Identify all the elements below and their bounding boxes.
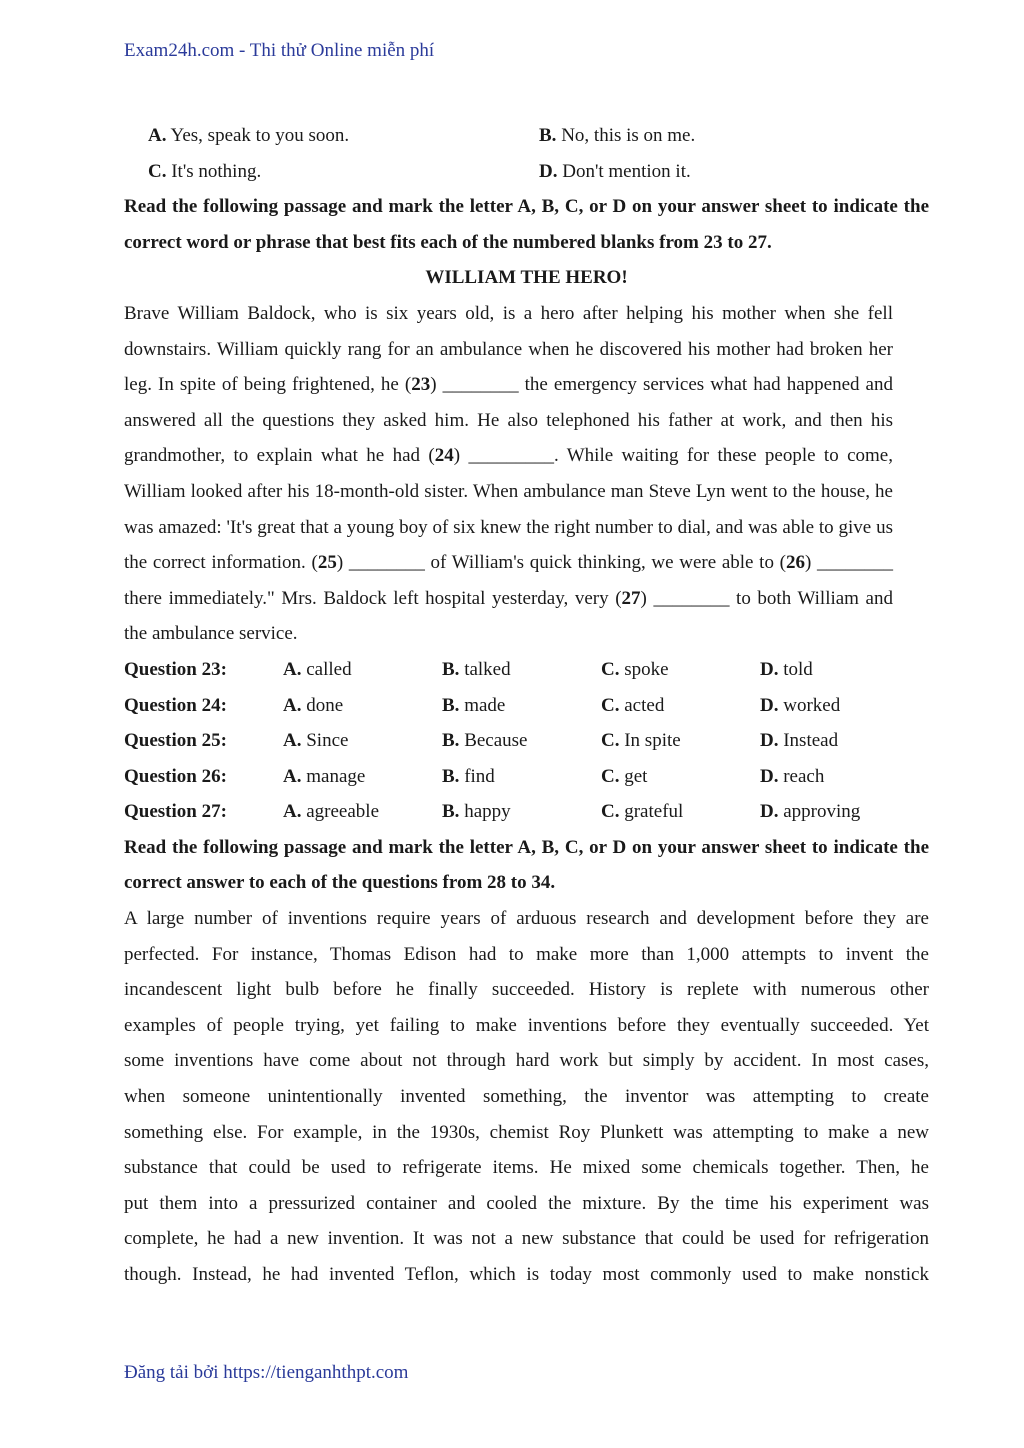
question-23: Question 23: A. called B. talked C. spoke D. told [124, 652, 929, 688]
blank-number-24: 24 [434, 445, 454, 467]
passage-line: complete, he had a new invention. It was not a new substance that could be used for refrigeration [124, 1228, 929, 1250]
blank-number-26: 26 [785, 552, 805, 574]
answer-option: C. get [601, 765, 648, 787]
answer-option: D. worked [760, 694, 841, 716]
option-b: B. No, this is on me. [539, 125, 696, 146]
answer-option: B. Because [442, 730, 528, 752]
cloze-passage: Brave William Baldock, who is six years old, is a hero after helping his mother when she fell downstairs. William quickly rang for an ambulance when he discovered his mother had broken her leg. In spite of being frightened, he (23) ________ the emergency services what had happened and answered all the questions they asked him. He also telephoned his father at work, and then his grandmother, to explain what he had (24) _________. While waiting for these people to come, William looked after his 18-month-old sister. When ambulance man Steve Lyn went to the house, he was amazed: 'It's great that a young boy of six knew the right number to dial, and was able to give us the correct information. (25) ________ of William's quick thinking, we were able to (26) ________ there immediately." Mrs. Baldock left hospital yesterday, very (27) ________ to both William and the ambulance service. [124, 302, 894, 645]
passage-title: WILLIAM THE HERO! [425, 267, 628, 289]
blank-number-25: 25 [317, 552, 337, 574]
answer-option: D. told [760, 658, 813, 680]
option-a: A. Yes, speak to you soon. [148, 125, 350, 146]
answer-option: A. called [283, 658, 352, 680]
previous-question-options-row-1 [124, 118, 929, 154]
passage-line: when someone unintentionally invented something, the inventor was attempting to create [124, 1086, 929, 1108]
question-26: Question 26: A. manage B. find C. get D. reach [124, 759, 929, 795]
answer-option: A. Since [283, 730, 349, 752]
answer-option: D. Instead [760, 730, 839, 752]
answer-option: C. acted [601, 694, 665, 716]
answer-option: C. grateful [601, 801, 684, 823]
answer-option: C. spoke [601, 658, 669, 680]
question-27: Question 27: A. agreeable B. happy C. grateful D. approving [124, 794, 929, 830]
answer-option: A. manage [283, 765, 366, 787]
passage-line: though. Instead, he had invented Teflon, which is today most commonly used to make nonstick [124, 1264, 929, 1285]
passage-line: something else. For example, in the 1930s, chemist Roy Plunkett was attempting to make a new [124, 1121, 929, 1143]
instruction-cloze: Read the following passage and mark the letter A, B, C, or D on your answer sheet to indicate the correct word or phrase that best fits each of the numbered blanks from 23 to 27. [124, 196, 929, 253]
passage-line: incandescent light bulb before he finally succeeded. History is replete with numerous other [124, 979, 929, 1001]
answer-option: D. reach [760, 765, 825, 787]
passage-line: substance that could be used to refrigerate items. He mixed some chemicals together. Then, he [124, 1157, 929, 1179]
answer-option: C. In spite [601, 730, 681, 752]
passage-line: examples of people trying, yet failing to make inventions before they eventually succeeded. Yet [124, 1014, 929, 1036]
answer-option: A. agreeable [283, 801, 380, 823]
page-content [124, 118, 929, 1293]
answer-option: B. made [442, 694, 506, 716]
answer-option: A. done [283, 694, 344, 716]
answer-option: B. find [442, 765, 495, 787]
previous-question-options-row-2 [124, 154, 929, 190]
instruction-reading: Read the following passage and mark the letter A, B, C, or D on your answer sheet to indicate the correct answer to each of the questions from 28 to 34. [124, 836, 929, 894]
passage-line: put them into a pressurized container and cooled the mixture. By the time his experiment was [124, 1192, 929, 1214]
option-c: C. It's nothing. [148, 160, 262, 182]
passage-line: perfected. For instance, Thomas Edison had to make more than 1,000 attempts to invent the [124, 943, 929, 965]
option-d: D. Don't mention it. [539, 160, 691, 182]
question-25: Question 25: A. Since B. Because C. In spite D. Instead [124, 723, 929, 759]
page-footer: Đăng tải bởi https://tienganhthpt.com [124, 1362, 409, 1383]
answer-option: B. talked [442, 658, 511, 680]
blank-number-23: 23 [411, 374, 431, 396]
answer-option: B. happy [442, 801, 511, 823]
page-header: Exam24h.com - Thi thử Online miễn phí [124, 40, 435, 61]
question-24: Question 24: A. done B. made C. acted D. worked [124, 688, 929, 724]
passage-line: some inventions have come about not through hard work but simply by accident. In most cases, [124, 1050, 929, 1072]
reading-passage [124, 901, 929, 1293]
answer-option: D. approving [760, 801, 861, 823]
passage-line: A large number of inventions require years of arduous research and development before they are [124, 908, 929, 930]
blank-number-27: 27 [621, 587, 641, 609]
